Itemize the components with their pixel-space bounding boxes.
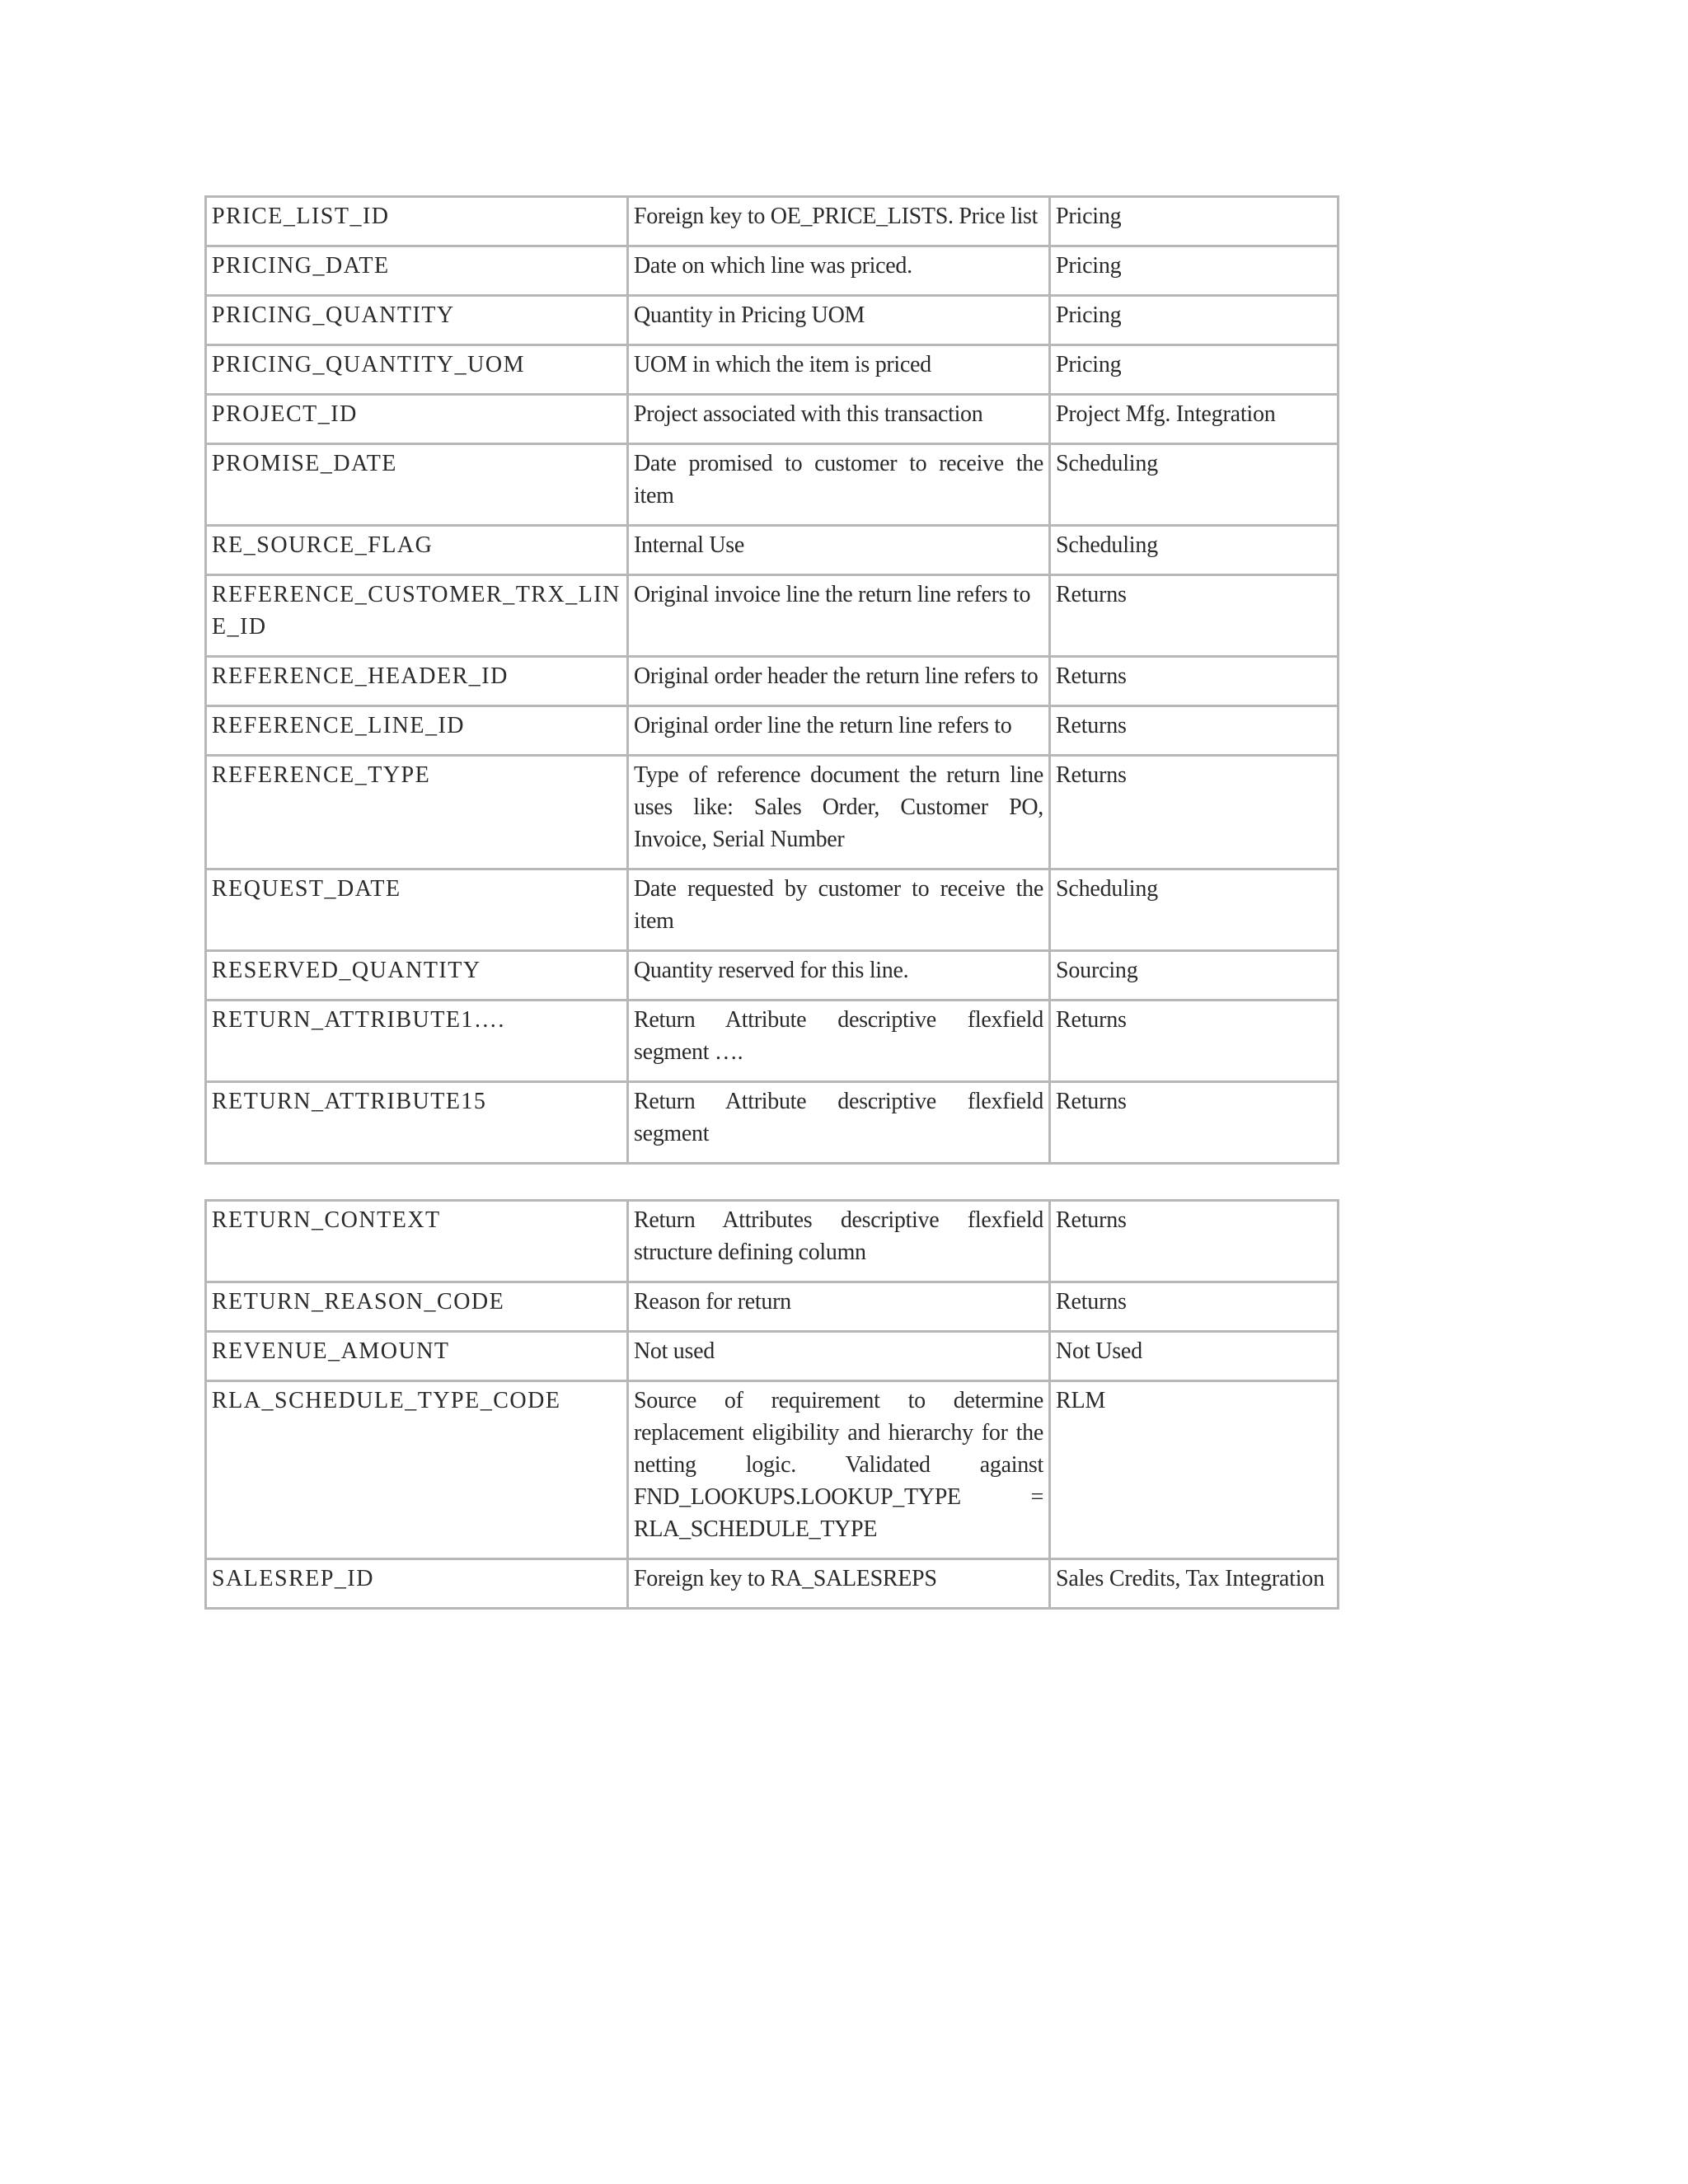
- column-name-cell: RE_SOURCE_FLAG: [206, 526, 628, 575]
- column-name-cell: PROMISE_DATE: [206, 444, 628, 526]
- table-row: [206, 756, 1339, 869]
- column-name-cell: REFERENCE_HEADER_ID: [206, 657, 628, 706]
- table-row: [206, 1001, 1339, 1082]
- table-row: [206, 197, 1339, 246]
- functional-area-cell: Sourcing: [1050, 951, 1339, 1001]
- table-row: [206, 1282, 1339, 1332]
- table-row: [206, 706, 1339, 756]
- functional-area-cell: Returns: [1050, 1082, 1339, 1164]
- table-row: [206, 951, 1339, 1001]
- column-name-cell: SALESREP_ID: [206, 1559, 628, 1609]
- functional-area-cell: Project Mfg. Integration: [1050, 395, 1339, 444]
- table-row: [206, 345, 1339, 395]
- table-row: [206, 296, 1339, 345]
- functional-area-cell: Returns: [1050, 756, 1339, 869]
- description-cell: Foreign key to OE_PRICE_LISTS. Price list: [628, 197, 1050, 246]
- column-name-cell: REFERENCE_LINE_ID: [206, 706, 628, 756]
- table-row: [206, 526, 1339, 575]
- functional-area-cell: Not Used: [1050, 1332, 1339, 1381]
- functional-area-cell: Returns: [1050, 1282, 1339, 1332]
- description-cell: Not used: [628, 1332, 1050, 1381]
- functional-area-cell: Pricing: [1050, 246, 1339, 296]
- description-cell: Quantity in Pricing UOM: [628, 296, 1050, 345]
- table-row: [206, 395, 1339, 444]
- functional-area-cell: Pricing: [1050, 296, 1339, 345]
- description-cell: Type of reference document the return line uses like: Sales Order, Customer PO, Invoice, Serial Number: [628, 756, 1050, 869]
- description-cell: Return Attribute descriptive flexfield segment ….: [628, 1001, 1050, 1082]
- table-row: [206, 444, 1339, 526]
- functional-area-cell: Returns: [1050, 575, 1339, 657]
- table-row: [206, 1332, 1339, 1381]
- table-row: [206, 246, 1339, 296]
- description-cell: Project associated with this transaction: [628, 395, 1050, 444]
- functional-area-cell: Scheduling: [1050, 869, 1339, 951]
- description-cell: Return Attribute descriptive flexfield segment: [628, 1082, 1050, 1164]
- description-cell: Date promised to customer to receive the item: [628, 444, 1050, 526]
- column-definition-table: [204, 195, 1339, 1165]
- column-name-cell: RETURN_ATTRIBUTE1….: [206, 1001, 628, 1082]
- column-definition-table-continued: [204, 1199, 1339, 1610]
- description-cell: UOM in which the item is priced: [628, 345, 1050, 395]
- column-name-cell: RLA_SCHEDULE_TYPE_CODE: [206, 1381, 628, 1559]
- description-cell: Foreign key to RA_SALESREPS: [628, 1559, 1050, 1609]
- column-name-cell: PRICING_QUANTITY_UOM: [206, 345, 628, 395]
- table-row: [206, 1082, 1339, 1164]
- table-row: [206, 869, 1339, 951]
- description-cell: Quantity reserved for this line.: [628, 951, 1050, 1001]
- column-name-cell: REFERENCE_CUSTOMER_TRX_LINE_ID: [206, 575, 628, 657]
- column-name-cell: PRICING_QUANTITY: [206, 296, 628, 345]
- table-row: [206, 1201, 1339, 1282]
- description-cell: Internal Use: [628, 526, 1050, 575]
- functional-area-cell: Returns: [1050, 1201, 1339, 1282]
- functional-area-cell: Pricing: [1050, 345, 1339, 395]
- functional-area-cell: RLM: [1050, 1381, 1339, 1559]
- functional-area-cell: Returns: [1050, 706, 1339, 756]
- description-cell: Original order header the return line refers to: [628, 657, 1050, 706]
- functional-area-cell: Returns: [1050, 657, 1339, 706]
- functional-area-cell: Pricing: [1050, 197, 1339, 246]
- column-name-cell: RETURN_ATTRIBUTE15: [206, 1082, 628, 1164]
- column-name-cell: RETURN_REASON_CODE: [206, 1282, 628, 1332]
- description-cell: Date requested by customer to receive the item: [628, 869, 1050, 951]
- column-name-cell: REVENUE_AMOUNT: [206, 1332, 628, 1381]
- description-cell: Date on which line was priced.: [628, 246, 1050, 296]
- table-row: [206, 657, 1339, 706]
- description-cell: Original order line the return line refers to: [628, 706, 1050, 756]
- column-name-cell: PROJECT_ID: [206, 395, 628, 444]
- description-cell: Reason for return: [628, 1282, 1050, 1332]
- functional-area-cell: Scheduling: [1050, 444, 1339, 526]
- description-cell: Original invoice line the return line refers to: [628, 575, 1050, 657]
- column-name-cell: REQUEST_DATE: [206, 869, 628, 951]
- column-name-cell: PRICE_LIST_ID: [206, 197, 628, 246]
- description-cell: Source of requirement to determine replacement eligibility and hierarchy for the netting logic. Validated against FND_LOOKUPS.LOOKUP_TYPE = RLA_SCHEDULE_TYPE: [628, 1381, 1050, 1559]
- functional-area-cell: Returns: [1050, 1001, 1339, 1082]
- column-name-cell: REFERENCE_TYPE: [206, 756, 628, 869]
- table-row: [206, 575, 1339, 657]
- column-name-cell: PRICING_DATE: [206, 246, 628, 296]
- functional-area-cell: Scheduling: [1050, 526, 1339, 575]
- description-cell: Return Attributes descriptive flexfield structure defining column: [628, 1201, 1050, 1282]
- table-row: [206, 1381, 1339, 1559]
- column-name-cell: RETURN_CONTEXT: [206, 1201, 628, 1282]
- column-name-cell: RESERVED_QUANTITY: [206, 951, 628, 1001]
- table-row: [206, 1559, 1339, 1609]
- functional-area-cell: Sales Credits, Tax Integration: [1050, 1559, 1339, 1609]
